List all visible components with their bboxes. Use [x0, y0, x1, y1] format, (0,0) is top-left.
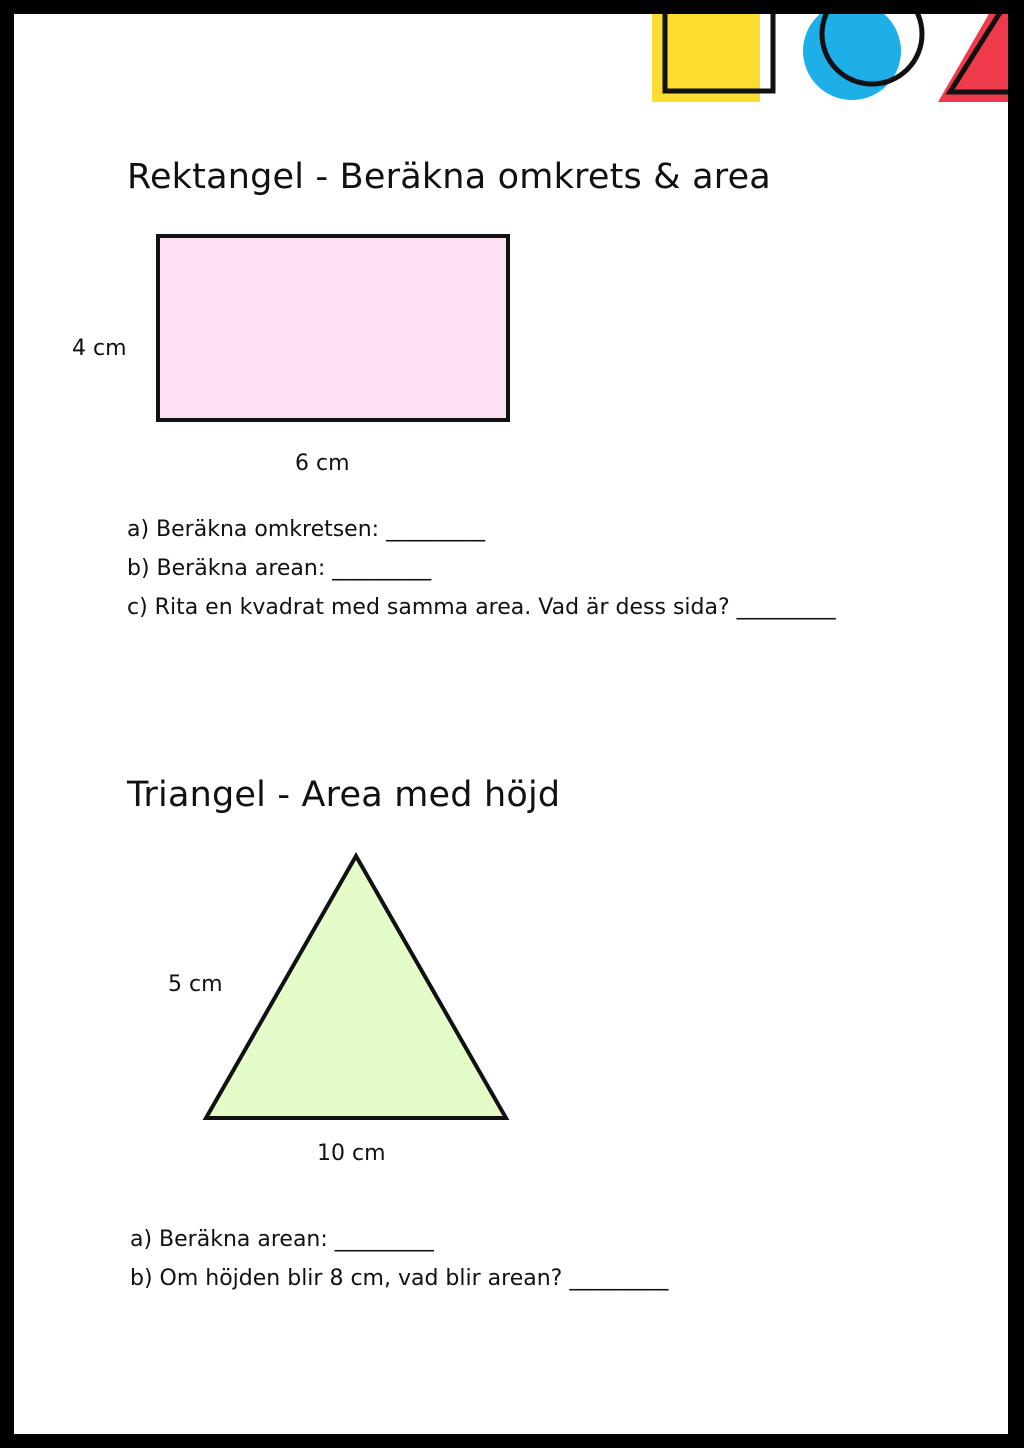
- triangle-section-title: Triangel - Area med höjd: [127, 775, 561, 815]
- rectangle-figure: [154, 232, 514, 426]
- triangle-questions: [130, 1220, 668, 1298]
- rectangle-question-c: c) Rita en kvadrat med samma area. Vad är dess sida? _________: [127, 595, 836, 620]
- triangle-figure: [200, 850, 514, 1122]
- triangle-question-a: a) Beräkna arean: _________: [130, 1227, 434, 1252]
- worksheet-page: [14, 14, 1008, 1434]
- rectangle-question-b: b) Beräkna arean: _________: [127, 556, 432, 581]
- rectangle-height-label: 4 cm: [72, 336, 127, 361]
- rectangle-section-title: Rektangel - Beräkna omkrets & area: [127, 157, 771, 197]
- circle-icon: [803, 14, 922, 100]
- triangle-side-label: 5 cm: [168, 972, 223, 997]
- rectangle-width-label: 6 cm: [295, 451, 350, 476]
- rectangle-questions: [127, 510, 836, 627]
- triangle-base-label: 10 cm: [317, 1141, 386, 1166]
- decorative-shapes: [14, 14, 1008, 114]
- triangle-icon: [938, 14, 1008, 102]
- triangle-question-b: b) Om höjden blir 8 cm, vad blir arean? _________: [130, 1266, 669, 1291]
- rectangle-question-a: a) Beräkna omkretsen: _________: [127, 517, 486, 542]
- square-icon: [652, 14, 773, 102]
